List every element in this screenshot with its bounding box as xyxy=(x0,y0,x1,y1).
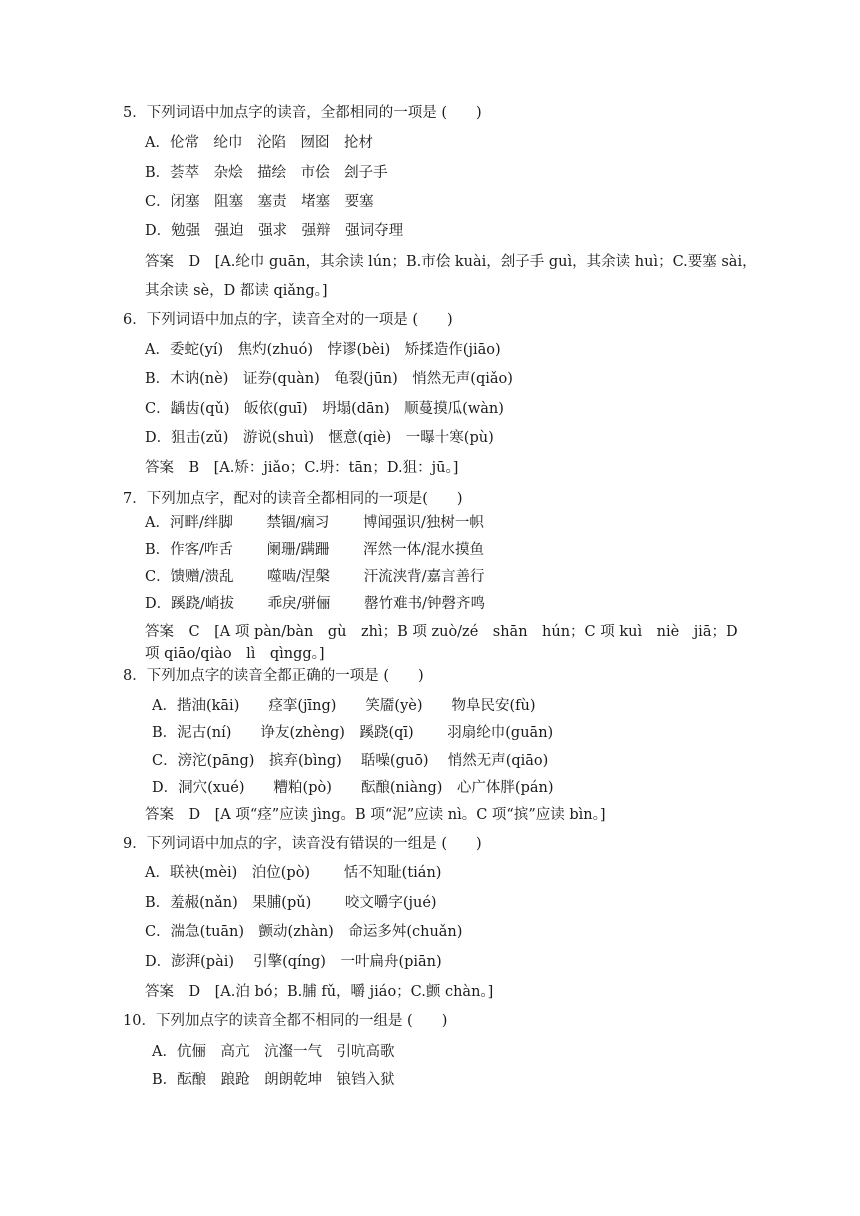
question-7-option-d: D．蹊跷/峭拔 乖戾/骈俪 罄竹难书/钟磬齐鸣 xyxy=(145,596,485,612)
question-9-option-d: D．澎湃(pài) 引擎(qíng) 一叶扁舟(piān) xyxy=(145,954,442,970)
question-8-option-d: D．洞穴(xué) 糟粕(pò) 酝酿(niàng) 心广体胖(pán) xyxy=(152,780,554,796)
question-10-option-b: B．酝酿 踉跄 朗朗乾坤 锒铛入狱 xyxy=(152,1072,395,1088)
question-7-stem: 7．下列加点字，配对的读音全都相同的一项是( ) xyxy=(123,491,463,507)
question-7-option-c: C．馈赠/溃乱 噬啮/涅槃 汗流浃背/嘉言善行 xyxy=(145,569,485,585)
question-9-stem: 9．下列词语中加点的字，读音没有错误的一组是 ( ) xyxy=(123,836,482,852)
question-6-stem: 6．下列词语中加点的字，读音全对的一项是 ( ) xyxy=(123,312,453,328)
question-5-answer-line-2: 其余读 sè，D 都读 qiǎng。] xyxy=(145,283,328,299)
question-10-stem: 10．下列加点字的读音全都不相同的一组是 ( ) xyxy=(123,1013,448,1029)
question-8-option-c: C．滂沱(pāng) 摈弃(bìng) 聒噪(guō) 悄然无声(qiāo) xyxy=(152,753,549,769)
question-9-option-a: A．联袂(mèi) 泊位(pò) 恬不知耻(tián) xyxy=(145,865,442,881)
question-8-option-b: B．泥古(ní) 诤友(zhèng) 蹊跷(qī) 羽扇纶巾(guān) xyxy=(152,725,554,741)
question-7-answer-line-2: 项 qiāo/qiào lì qìngg。] xyxy=(145,646,325,662)
question-10-option-a: A．伉俪 高亢 沆瀣一气 引吭高歌 xyxy=(152,1044,395,1060)
question-6-option-b: B．木讷(nè) 证券(quàn) 龟裂(jūn) 悄然无声(qiǎo) xyxy=(145,371,513,387)
question-9-option-c: C．湍急(tuān) 颤动(zhàn) 命运多舛(chuǎn) xyxy=(145,924,463,940)
question-8-option-a: A．揩油(kāi) 痉挛(jīng) 笑靥(yè) 物阜民安(fù) xyxy=(152,698,536,714)
question-5-stem: 5．下列词语中加点字的读音，全都相同的一项是 ( ) xyxy=(123,105,482,121)
question-8-answer: 答案 D [A 项“痉”应读 jìng。B 项“泥”应读 nì。C 项“摈”应读 bìn。] xyxy=(145,807,606,823)
question-5-answer-line-1: 答案 D [A.纶巾 guān，其余读 lún；B.市侩 kuài，刽子手 guì，其余读 huì；C.要塞 sài， xyxy=(145,254,757,270)
question-9-answer: 答案 D [A.泊 bó；B.脯 fǔ，嚼 jiáo；C.颤 chàn。] xyxy=(145,984,494,1000)
question-6-option-d: D．狙击(zǔ) 游说(shuì) 惬意(qiè) 一曝十寒(pù) xyxy=(145,430,494,446)
question-8-stem: 8．下列加点字的读音全都正确的一项是 ( ) xyxy=(123,668,424,684)
question-7-option-b: B．作客/咋舌 阑珊/蹒跚 浑然一体/混水摸鱼 xyxy=(145,542,485,558)
question-5-option-b: B．荟萃 杂烩 描绘 市侩 刽子手 xyxy=(145,165,388,181)
question-6-answer: 答案 B [A.矫：jiǎo；C.坍：tān；D.狙：jū。] xyxy=(145,460,459,476)
question-5-option-c: C．闭塞 阻塞 塞责 堵塞 要塞 xyxy=(145,194,374,210)
question-6-option-a: A．委蛇(yí) 焦灼(zhuó) 悖谬(bèi) 矫揉造作(jiāo) xyxy=(145,342,501,358)
question-7-answer-line-1: 答案 C [A 项 pàn/bàn gù zhì；B 项 zuò/zé shān hún；C 项 kuì niè jiā；D xyxy=(145,624,738,640)
question-6-option-c: C．龋齿(qǔ) 皈依(guī) 坍塌(dān) 顺蔓摸瓜(wàn) xyxy=(145,401,504,417)
question-7-option-a: A．河畔/绊脚 禁锢/痼习 博闻强识/独树一帜 xyxy=(145,515,484,531)
question-9-option-b: B．羞赧(nǎn) 果脯(pǔ) 咬文嚼字(jué) xyxy=(145,895,437,911)
question-5-option-a: A．伦常 纶巾 沦陷 囫囵 抡材 xyxy=(145,135,373,151)
question-5-option-d: D．勉强 强迫 强求 强辩 强词夺理 xyxy=(145,223,404,239)
